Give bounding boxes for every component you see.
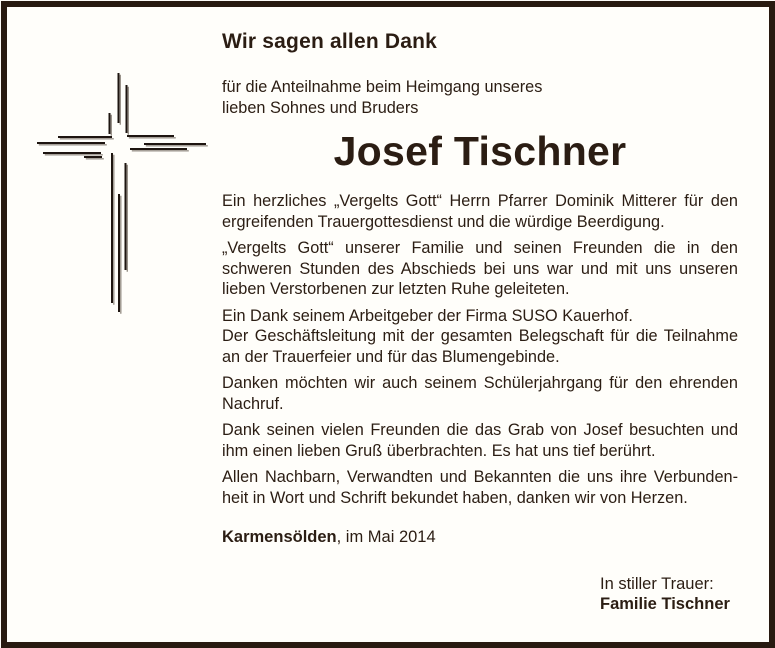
paragraph-line: an der Trauerfeier und für das Blumengebinde.: [222, 347, 560, 366]
paragraph-line: „Vergelts Gott“ unserer Familie und seinen Freunden die in den: [222, 239, 738, 257]
paragraph-thanks-neighbors: [222, 467, 738, 508]
family-name: Familie Tischner: [600, 595, 730, 613]
deceased-name: Josef Tischner: [333, 128, 627, 174]
paragraph-line: Nachruf.: [222, 394, 284, 413]
paragraph-thanks-classmates: [222, 373, 738, 414]
paragraph-line: Ein Dank seinem Arbeitgeber der Firma SUSO Kauerhof.: [222, 306, 633, 325]
paragraph-line: schweren Stunden des Abschieds bei uns war und mit uns unseren: [222, 259, 738, 278]
paragraph-thanks-employer: [222, 306, 738, 368]
paragraph-line: Der Geschäftsleitung mit der gesamten Belegschaft für die Teilnahme: [222, 327, 738, 345]
body-paragraphs: [222, 191, 738, 514]
paragraph-line: heit in Wort und Schrift bekundet haben, danken wir von Herzen.: [222, 488, 688, 507]
paragraph-line: lieben Verstorbenen zur letzten Ruhe geleiteten.: [222, 280, 570, 298]
place-name: Karmensölden: [222, 528, 337, 546]
paragraph-line: Dank seinen vielen Freunden die das Grab von Josef besuchten und: [222, 421, 738, 439]
paragraph-thanks-priest: [222, 191, 738, 232]
place-and-date: [222, 528, 436, 547]
paragraph-line: ihm einen lieben Gruß überbrachten. Es hat uns tief berührt.: [222, 441, 656, 460]
date-text: , im Mai 2014: [336, 528, 436, 546]
paragraph-line: Allen Nachbarn, Verwandten und Bekannten die uns ihre Verbunden-: [222, 468, 738, 486]
paragraph-line: Danken möchten wir auch seinem Schülerjahrgang für den ehrenden: [222, 374, 738, 392]
intro-line-2: lieben Sohnes und Bruders: [222, 99, 419, 117]
paragraph-line: ergreifenden Trauergottesdienst und die würdige Beerdigung.: [222, 212, 665, 231]
notice-title: Wir sagen allen Dank: [222, 30, 438, 53]
closing-signature: [600, 574, 730, 614]
memorial-cross-icon: [28, 66, 213, 316]
paragraph-thanks-grave-visitors: [222, 420, 738, 461]
paragraph-thanks-family-friends: [222, 238, 738, 300]
intro-text: [222, 77, 542, 119]
closing-phrase: In stiller Trauer:: [600, 575, 714, 593]
intro-line-1: für die Anteilnahme beim Heimgang unseres: [222, 78, 543, 96]
paragraph-line: Ein herzliches „Vergelts Gott“ Herrn Pfarrer Dominik Mitterer für den: [222, 192, 738, 210]
